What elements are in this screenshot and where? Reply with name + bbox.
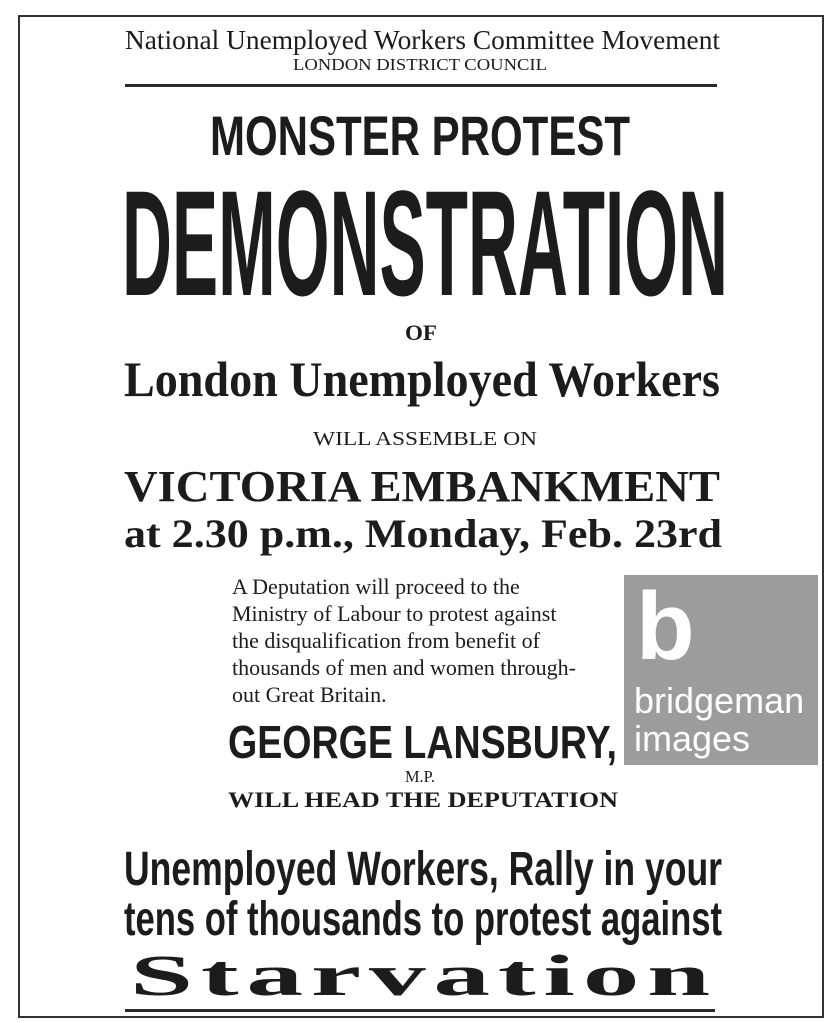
rally-line-2: tens of thousands to protest against bbox=[124, 893, 722, 946]
leader-title: M.P. bbox=[405, 767, 435, 786]
location-line: VICTORIA EMBANKMENT bbox=[124, 462, 720, 511]
leader-role: WILL HEAD THE DEPUTATION bbox=[228, 787, 618, 812]
watermark-logo: b bbox=[636, 573, 695, 680]
divider-top bbox=[125, 84, 717, 87]
watermark-text-1: bridgeman bbox=[634, 680, 805, 721]
leader-name: GEORGE LANSBURY, bbox=[228, 716, 617, 768]
council-name: LONDON DISTRICT COUNCIL bbox=[293, 55, 547, 74]
watermark bbox=[624, 575, 818, 765]
headline-monster-protest: MONSTER PROTEST bbox=[210, 104, 630, 167]
assemble-line: WILL ASSEMBLE ON bbox=[313, 428, 537, 450]
word-of: OF bbox=[405, 320, 437, 345]
organisation-name: National Unemployed Workers Committee Movement bbox=[125, 25, 720, 55]
deputation-paragraph: A Deputation will proceed to the Ministry of Labour to protest against the disqualification from benefit of thousands of men and women through- out Great Britain. bbox=[232, 574, 576, 707]
subject-line: London Unemployed Workers bbox=[124, 351, 720, 407]
headline-demonstration: DEMONSTRATION bbox=[122, 159, 728, 327]
starvation-word: Starvation bbox=[130, 943, 718, 1008]
rally-line-1: Unemployed Workers, Rally in your bbox=[124, 843, 722, 896]
datetime-line: at 2.30 p.m., Monday, Feb. 23rd bbox=[124, 511, 722, 556]
watermark-text-2: images bbox=[634, 718, 751, 759]
divider-bottom bbox=[125, 1009, 715, 1012]
